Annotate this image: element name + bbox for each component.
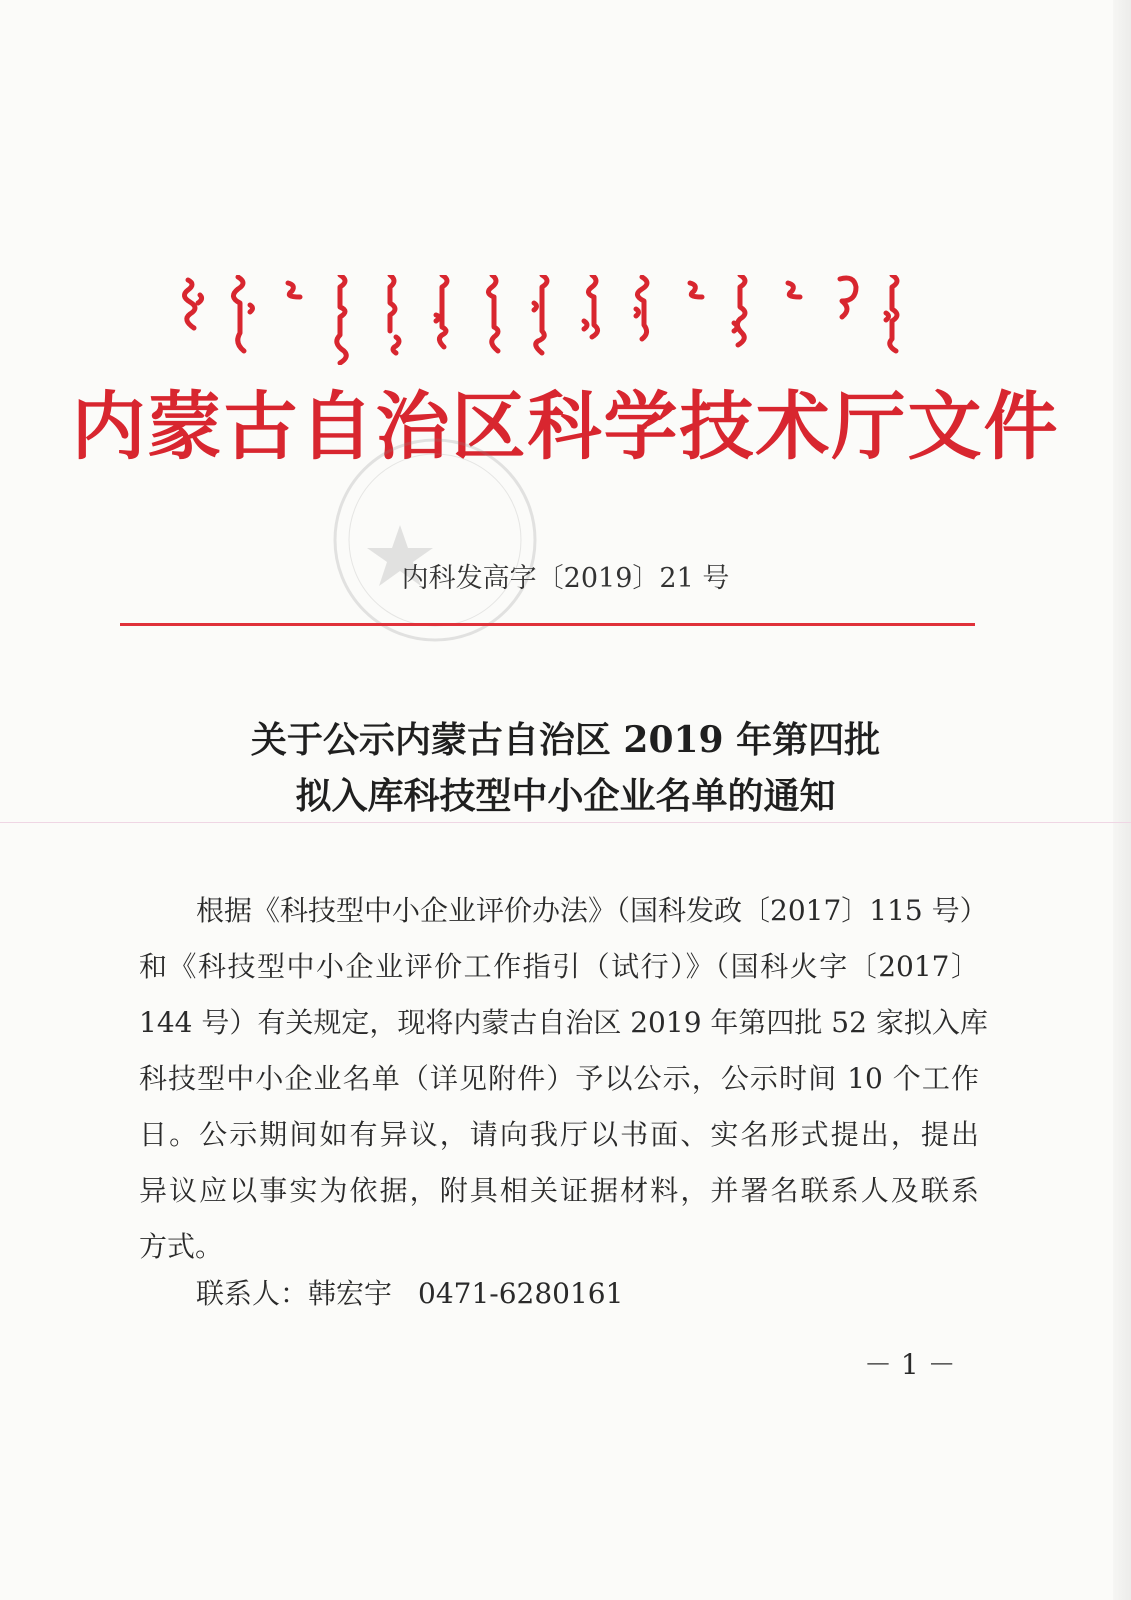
document-number: 内科发高字〔2019〕21 号 [401,563,730,594]
issuer-title: 内蒙古自治区科学技术厅文件 [71,384,1060,470]
faint-seal-stamp [295,430,575,650]
page-number: － 1 － [864,1348,956,1381]
body-line: 科技型中小企业名单（详见附件）予以公示，公示时间 10 个工作 [139,1062,979,1095]
contact-line [196,1272,649,1312]
mongolian-script-glyphs [180,275,940,365]
contact-phone: 0471-6280161 [418,1277,624,1310]
mongolian-header-script [180,275,940,365]
notice-title-line-1: 关于公示内蒙古自治区 2019 年第四批 [250,719,881,761]
body-line: 根据《科技型中小企业评价办法》（国科发政〔2017〕115 号） [196,894,988,927]
body-line: 和《科技型中小企业评价工作指引（试行）》（国科火字〔2017〕 [139,950,979,983]
notice-body [139,883,988,1275]
body-line: 异议应以事实为依据，附具相关证据材料，并署名联系人及联系 [139,1174,979,1207]
body-line: 方式。 [139,1230,224,1263]
body-line: 144 号）有关规定，现将内蒙古自治区 2019 年第四批 52 家拟入库 [139,1006,988,1039]
red-separator-line [120,623,975,626]
notice-title [0,712,1131,824]
notice-title-line-2: 拟入库科技型中小企业名单的通知 [295,775,836,817]
body-line: 日。公示期间如有异议，请向我厅以书面、实名形式提出，提出 [139,1118,979,1151]
contact-person: 联系人：韩宏宇 [196,1277,393,1310]
